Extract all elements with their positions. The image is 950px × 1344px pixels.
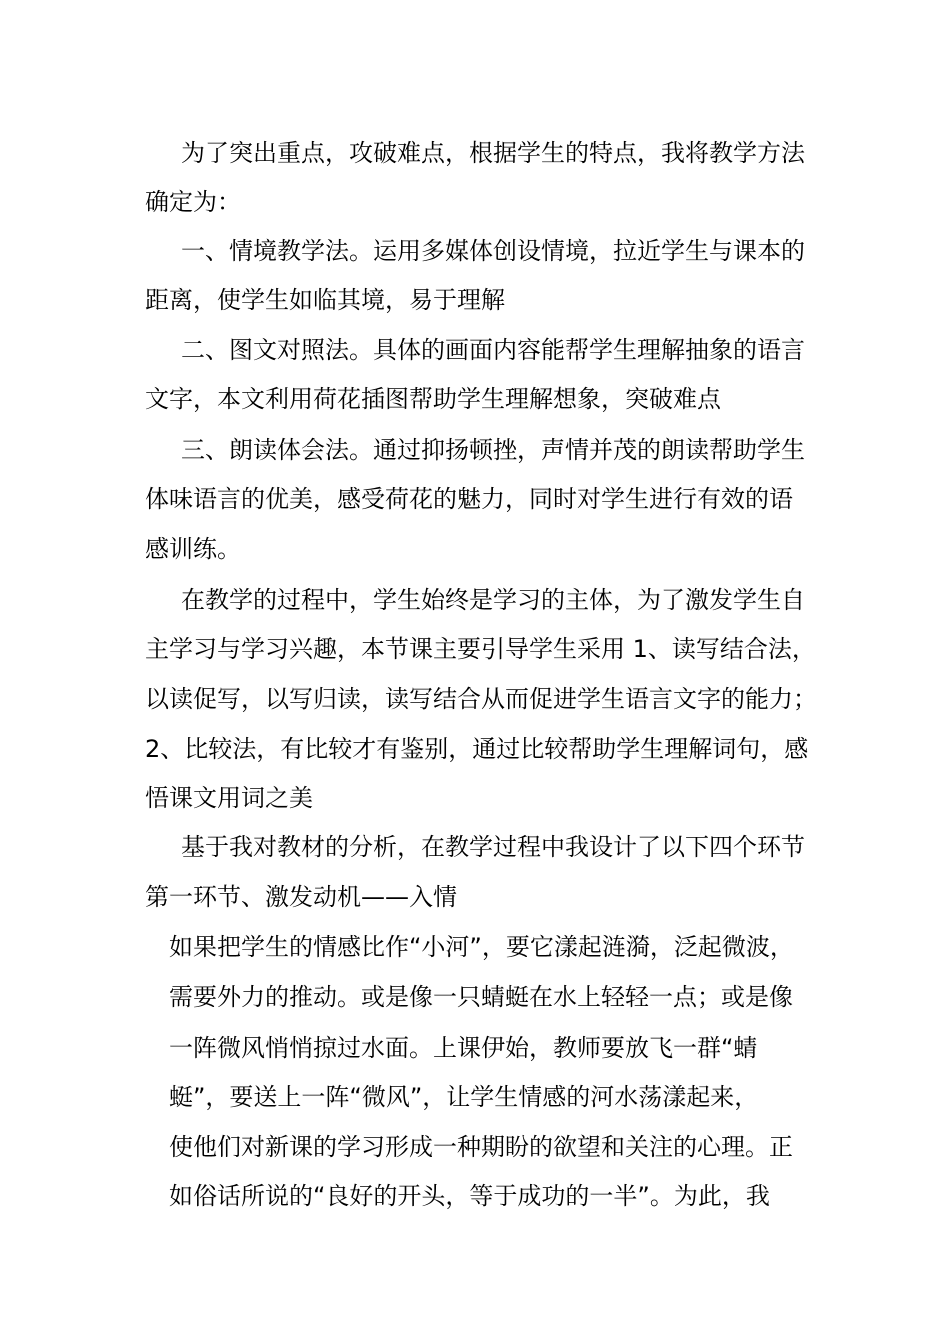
text-line: 距离，使学生如临其境，易于理解	[145, 286, 505, 314]
text-line: 三、朗读体会法。通过抑扬顿挫，声情并茂的朗读帮助学生	[181, 436, 805, 464]
text-line: 需要外力的推动。或是像一只蜻蜓在水上轻轻一点；或是像	[169, 983, 793, 1011]
text-line: 为了突出重点，攻破难点，根据学生的特点，我将教学方法	[181, 139, 805, 167]
text-line: 文字，本文利用荷花插图帮助学生理解想象，突破难点	[145, 385, 721, 413]
text-line: 以读促写，以写归读，读写结合从而促进学生语言文字的能力；	[145, 685, 817, 713]
text-line: 2、比较法，有比较才有鉴别，通过比较帮助学生理解词句，感	[145, 735, 809, 763]
text-line: 感训练。	[145, 535, 241, 563]
text-line: 基于我对教材的分析，在教学过程中我设计了以下四个环节	[181, 833, 805, 861]
text-line: 悟课文用词之美	[145, 784, 313, 812]
text-line: 二、图文对照法。具体的画面内容能帮学生理解抽象的语言	[181, 336, 805, 364]
text-line: 第一环节、激发动机——入情	[145, 883, 457, 911]
text-line: 体味语言的优美，感受荷花的魅力，同时对学生进行有效的语	[145, 485, 793, 513]
text-line: 主学习与学习兴趣，本节课主要引导学生采用 1、读写结合法，	[145, 635, 816, 663]
text-line: 一、情境教学法。运用多媒体创设情境，拉近学生与课本的	[181, 237, 805, 265]
text-line: 一阵微风悄悄掠过水面。上课伊始，教师要放飞一群“蜻	[169, 1034, 758, 1062]
text-line: 如果把学生的情感比作“小河”，要它漾起涟漪，泛起微波，	[169, 933, 794, 961]
text-line: 在教学的过程中，学生始终是学习的主体，为了激发学生自	[181, 586, 805, 614]
text-line: 如俗话所说的“良好的开头，等于成功的一半”。为此，我	[169, 1182, 770, 1210]
text-line: 使他们对新课的学习形成一种期盼的欲望和关注的心理。正	[169, 1133, 793, 1161]
text-line: 确定为：	[145, 188, 241, 216]
text-line: 蜓”，要送上一阵“微风”，让学生情感的河水荡漾起来，	[169, 1083, 759, 1111]
